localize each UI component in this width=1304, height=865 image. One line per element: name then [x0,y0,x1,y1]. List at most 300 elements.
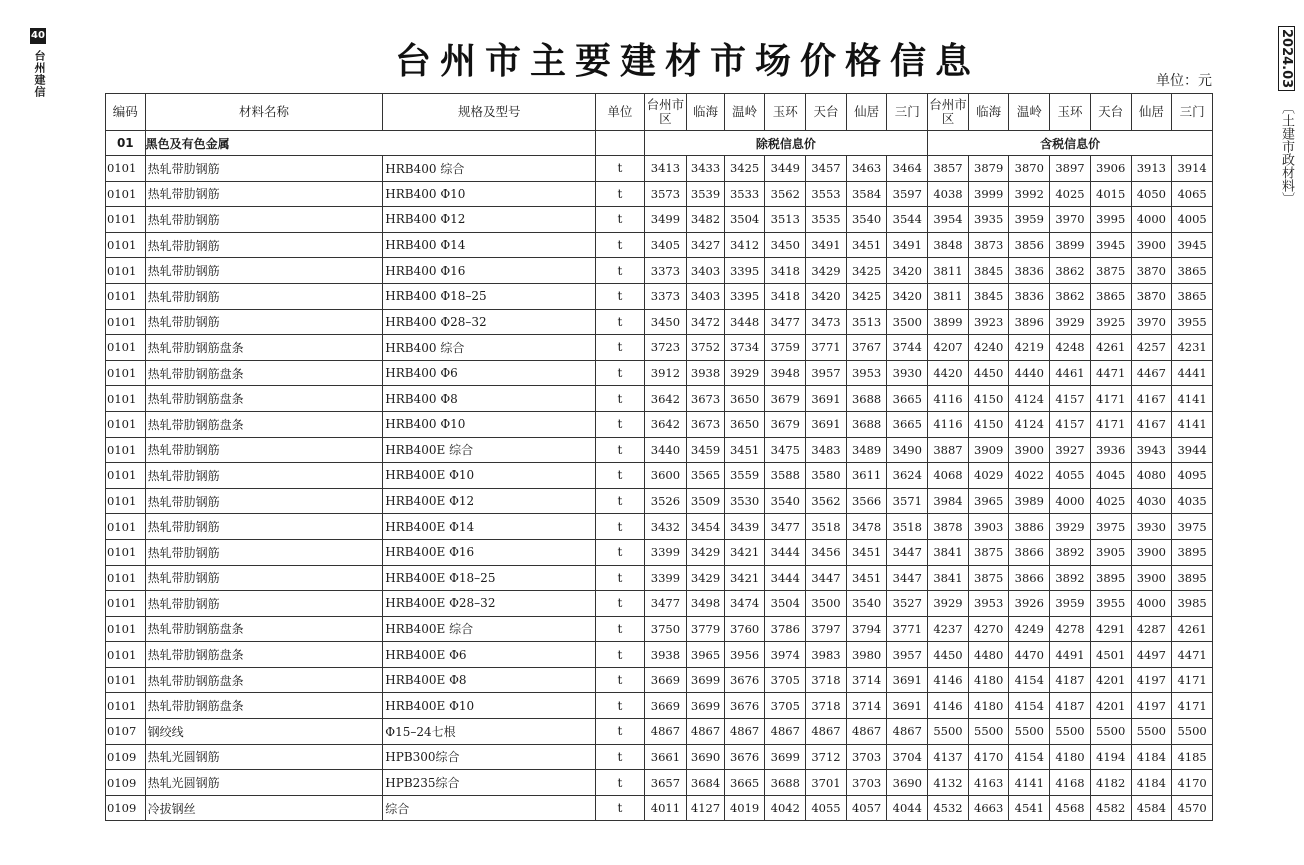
excl-tax-price: 3760 [724,616,765,642]
excl-tax-price: 3712 [806,744,847,770]
incl-tax-price: 3886 [1009,514,1050,540]
incl-tax-price: 4000 [1050,488,1091,514]
row-unit: t [596,411,644,437]
table-row [106,642,1213,668]
table-row [106,744,1213,770]
excl-tax-price: 3518 [887,514,928,540]
row-code: 0101 [106,360,146,386]
row-spec: Φ15–24七根 [383,719,596,745]
incl-tax-price: 3870 [1131,258,1172,284]
incl-tax-price: 3845 [968,283,1009,309]
row-spec: 综合 [383,795,596,821]
excl-tax-price: 3403 [687,258,724,284]
incl-tax-price: 4240 [968,335,1009,361]
row-code: 0101 [106,591,146,617]
incl-tax-price: 3935 [968,207,1009,233]
excl-tax-price: 3566 [846,488,887,514]
excl-tax-price: 3395 [724,258,765,284]
incl-tax-price: 3875 [968,565,1009,591]
excl-tax-price: 3448 [724,309,765,335]
incl-tax-price: 4180 [968,693,1009,719]
excl-tax-price: 3983 [806,642,847,668]
incl-tax-price: 4038 [928,181,969,207]
row-material-name: 热轧光圆钢筋 [145,770,383,796]
incl-tax-price: 3913 [1131,156,1172,182]
incl-tax-price: 4050 [1131,181,1172,207]
incl-tax-price: 4124 [1009,411,1050,437]
excl-tax-price: 3413 [644,156,687,182]
excl-tax-price: 3513 [765,207,806,233]
excl-tax-price: 3451 [846,232,887,258]
excl-tax-price: 3734 [724,335,765,361]
excl-tax-price: 3750 [644,616,687,642]
incl-tax-price: 3992 [1009,181,1050,207]
incl-tax-price: 3900 [1131,565,1172,591]
excl-tax-price: 3744 [887,335,928,361]
row-unit: t [596,616,644,642]
header-region: 温岭 [724,94,765,131]
excl-tax-price: 3405 [644,232,687,258]
incl-tax-price: 5500 [1131,719,1172,745]
incl-tax-price: 4171 [1090,411,1131,437]
excl-tax-price: 3676 [724,693,765,719]
excl-tax-price: 4867 [724,719,765,745]
excl-tax-price: 3688 [846,411,887,437]
row-unit: t [596,386,644,412]
excl-tax-price: 3425 [846,258,887,284]
excl-tax-price: 3701 [806,770,847,796]
row-spec: HRB400E Φ16 [383,539,596,565]
row-spec: HRB400E Φ14 [383,514,596,540]
row-material-name: 热轧带肋钢筋 [145,258,383,284]
excl-tax-price: 3691 [806,386,847,412]
row-code: 0109 [106,744,146,770]
excl-tax-price: 4867 [806,719,847,745]
row-material-name: 钢绞线 [145,719,383,745]
excl-tax-price: 3650 [724,386,765,412]
excl-tax-price: 3679 [765,411,806,437]
incl-tax-price: 3865 [1090,283,1131,309]
excl-tax-price: 3440 [644,437,687,463]
incl-tax-price: 3975 [1172,514,1213,540]
row-unit: t [596,514,644,540]
row-code: 0101 [106,616,146,642]
page-number: 40 [30,28,46,44]
row-material-name: 热轧带肋钢筋盘条 [145,693,383,719]
row-code: 0101 [106,411,146,437]
incl-tax-price: 3892 [1050,539,1091,565]
excl-tax-price: 4019 [724,795,765,821]
header-region: 台州市区 [928,94,969,131]
excl-tax-price: 3571 [887,488,928,514]
excl-tax-price: 3559 [724,463,765,489]
excl-tax-price: 3432 [644,514,687,540]
incl-tax-price: 4584 [1131,795,1172,821]
incl-tax-price: 4257 [1131,335,1172,361]
header-region: 台州市区 [644,94,687,131]
incl-tax-price: 4146 [928,693,969,719]
row-unit: t [596,719,644,745]
excl-tax-price: 3429 [687,565,724,591]
row-code: 0101 [106,258,146,284]
incl-tax-price: 4497 [1131,642,1172,668]
row-code: 0101 [106,642,146,668]
excl-tax-price: 3473 [806,309,847,335]
excl-tax-price: 3657 [644,770,687,796]
excl-tax-price: 3786 [765,616,806,642]
incl-tax-price: 4467 [1131,360,1172,386]
incl-tax-price: 4491 [1050,642,1091,668]
incl-tax-label: 含税信息价 [928,131,1213,156]
incl-tax-price: 3866 [1009,565,1050,591]
excl-tax-price: 3472 [687,309,724,335]
excl-tax-price: 3450 [765,232,806,258]
incl-tax-price: 3857 [928,156,969,182]
incl-tax-price: 3841 [928,539,969,565]
excl-tax-price: 3429 [806,258,847,284]
row-unit: t [596,360,644,386]
excl-tax-price: 3540 [846,207,887,233]
excl-tax-price: 4011 [644,795,687,821]
row-unit: t [596,693,644,719]
incl-tax-price: 4287 [1131,616,1172,642]
row-spec: HRB400E 综合 [383,437,596,463]
incl-tax-price: 4168 [1050,770,1091,796]
incl-tax-price: 3985 [1172,591,1213,617]
incl-tax-price: 5500 [1172,719,1213,745]
excl-tax-price: 3974 [765,642,806,668]
incl-tax-price: 3900 [1131,232,1172,258]
row-material-name: 热轧带肋钢筋 [145,539,383,565]
excl-tax-price: 3771 [806,335,847,361]
incl-tax-price: 4184 [1131,744,1172,770]
row-material-name: 热轧带肋钢筋 [145,156,383,182]
excl-tax-price: 4044 [887,795,928,821]
excl-tax-price: 3705 [765,693,806,719]
row-spec: HRB400 综合 [383,156,596,182]
incl-tax-price: 3878 [928,514,969,540]
header-region: 天台 [1090,94,1131,131]
incl-tax-price: 4022 [1009,463,1050,489]
excl-tax-price: 3499 [644,207,687,233]
incl-tax-price: 4154 [1009,667,1050,693]
incl-tax-price: 4470 [1009,642,1050,668]
incl-tax-price: 3836 [1009,283,1050,309]
row-material-name: 热轧带肋钢筋 [145,181,383,207]
excl-tax-price: 3477 [765,309,806,335]
incl-tax-price: 3959 [1050,591,1091,617]
incl-tax-price: 4154 [1009,693,1050,719]
row-code: 0101 [106,181,146,207]
excl-tax-price: 3535 [806,207,847,233]
incl-tax-price: 3845 [968,258,1009,284]
incl-tax-price: 3836 [1009,258,1050,284]
excl-tax-price: 3699 [687,667,724,693]
incl-tax-price: 3955 [1172,309,1213,335]
excl-tax-price: 3527 [887,591,928,617]
row-spec: HRB400 Φ6 [383,360,596,386]
excl-tax-price: 3482 [687,207,724,233]
incl-tax-price: 4270 [968,616,1009,642]
row-unit: t [596,642,644,668]
incl-tax-price: 4080 [1131,463,1172,489]
excl-tax-price: 3573 [644,181,687,207]
row-spec: HRB400 综合 [383,335,596,361]
excl-tax-price: 3704 [887,744,928,770]
excl-tax-price: 3688 [765,770,806,796]
incl-tax-price: 4116 [928,411,969,437]
excl-tax-price: 3718 [806,693,847,719]
incl-tax-price: 4201 [1090,693,1131,719]
row-spec: HRB400 Φ28–32 [383,309,596,335]
table-row [106,514,1213,540]
incl-tax-price: 3841 [928,565,969,591]
row-unit: t [596,181,644,207]
excl-tax-price: 4867 [887,719,928,745]
row-material-name: 热轧带肋钢筋 [145,232,383,258]
excl-tax-price: 3767 [846,335,887,361]
incl-tax-price: 4182 [1090,770,1131,796]
excl-tax-price: 3688 [846,386,887,412]
excl-tax-price: 4127 [687,795,724,821]
incl-tax-price: 3862 [1050,283,1091,309]
incl-tax-price: 3896 [1009,309,1050,335]
incl-tax-price: 3895 [1172,565,1213,591]
excl-tax-price: 3912 [644,360,687,386]
excl-tax-price: 3600 [644,463,687,489]
excl-tax-price: 3642 [644,411,687,437]
incl-tax-price: 4068 [928,463,969,489]
excl-tax-price: 3718 [806,667,847,693]
table-row [106,719,1213,745]
header-region: 三门 [887,94,928,131]
incl-tax-price: 3970 [1131,309,1172,335]
excl-tax-price: 3690 [687,744,724,770]
excl-tax-price: 3373 [644,258,687,284]
excl-tax-price: 3509 [687,488,724,514]
incl-tax-price: 4000 [1131,591,1172,617]
row-spec: HRB400E Φ12 [383,488,596,514]
excl-tax-price: 3425 [846,283,887,309]
excl-tax-price: 3673 [687,411,724,437]
incl-tax-price: 4248 [1050,335,1091,361]
excl-tax-price: 3665 [887,411,928,437]
excl-tax-price: 3691 [887,693,928,719]
excl-tax-price: 3444 [765,565,806,591]
incl-tax-price: 3870 [1131,283,1172,309]
header-unit: 单位 [596,94,644,131]
table-row [106,616,1213,642]
incl-tax-price: 3929 [928,591,969,617]
incl-tax-price: 3975 [1090,514,1131,540]
incl-tax-price: 4180 [968,667,1009,693]
incl-tax-price: 4231 [1172,335,1213,361]
incl-tax-price: 4141 [1009,770,1050,796]
excl-tax-price: 3938 [687,360,724,386]
row-material-name: 热轧带肋钢筋盘条 [145,335,383,361]
category-code: 01 [106,131,146,156]
excl-tax-price: 3938 [644,642,687,668]
excl-tax-price: 3953 [846,360,887,386]
excl-tax-price: 3948 [765,360,806,386]
row-unit: t [596,156,644,182]
incl-tax-price: 4055 [1050,463,1091,489]
header-spec: 规格及型号 [383,94,596,131]
excl-tax-price: 3403 [687,283,724,309]
excl-tax-price: 3980 [846,642,887,668]
excl-tax-price: 3418 [765,283,806,309]
excl-tax-price: 3518 [806,514,847,540]
incl-tax-price: 4035 [1172,488,1213,514]
excl-tax-price: 3703 [846,744,887,770]
row-unit: t [596,795,644,821]
table-row [106,386,1213,412]
excl-tax-price: 3684 [687,770,724,796]
incl-tax-price: 3811 [928,283,969,309]
incl-tax-price: 3936 [1090,437,1131,463]
row-spec: HRB400 Φ8 [383,386,596,412]
incl-tax-price: 4146 [928,667,969,693]
excl-tax-price: 3539 [687,181,724,207]
excl-tax-price: 3714 [846,667,887,693]
incl-tax-price: 3899 [1050,232,1091,258]
excl-tax-price: 3526 [644,488,687,514]
excl-tax-price: 3459 [687,437,724,463]
excl-tax-price: 3427 [687,232,724,258]
excl-tax-price: 3611 [846,463,887,489]
excl-tax-price: 3475 [765,437,806,463]
incl-tax-price: 3945 [1090,232,1131,258]
excl-tax-price: 3957 [887,642,928,668]
table-row [106,437,1213,463]
incl-tax-price: 4185 [1172,744,1213,770]
excl-tax-price: 3447 [806,565,847,591]
incl-tax-price: 3866 [1009,539,1050,565]
incl-tax-price: 4249 [1009,616,1050,642]
excl-tax-price: 3691 [806,411,847,437]
table-row [106,335,1213,361]
row-unit: t [596,770,644,796]
incl-tax-price: 4132 [928,770,969,796]
incl-tax-price: 4150 [968,386,1009,412]
row-code: 0101 [106,667,146,693]
row-unit: t [596,488,644,514]
incl-tax-price: 4167 [1131,386,1172,412]
incl-tax-price: 4237 [928,616,969,642]
incl-tax-price: 4124 [1009,386,1050,412]
incl-tax-price: 4450 [928,642,969,668]
row-code: 0101 [106,207,146,233]
incl-tax-price: 4095 [1172,463,1213,489]
incl-tax-price: 3892 [1050,565,1091,591]
issue-date: 2024.03 [1278,26,1295,91]
incl-tax-price: 4154 [1009,744,1050,770]
row-spec: HRB400 Φ16 [383,258,596,284]
category-name: 黑色及有色金属 [145,131,596,156]
incl-tax-price: 4171 [1090,386,1131,412]
excl-tax-price: 3439 [724,514,765,540]
unit-note: 单位：元 [1156,73,1212,89]
header-code: 编码 [106,94,146,131]
row-unit: t [596,591,644,617]
row-code: 0101 [106,539,146,565]
excl-tax-price: 3956 [724,642,765,668]
incl-tax-price: 4197 [1131,667,1172,693]
excl-tax-price: 3451 [724,437,765,463]
excl-tax-price: 3533 [724,181,765,207]
row-unit: t [596,744,644,770]
row-material-name: 热轧带肋钢筋 [145,463,383,489]
incl-tax-price: 4261 [1090,335,1131,361]
incl-tax-price: 3906 [1090,156,1131,182]
incl-tax-price: 4197 [1131,693,1172,719]
excl-tax-price: 3705 [765,667,806,693]
excl-tax-price: 3771 [887,616,928,642]
incl-tax-price: 3953 [968,591,1009,617]
header-region: 玉环 [765,94,806,131]
incl-tax-price: 4167 [1131,411,1172,437]
incl-tax-price: 4025 [1050,181,1091,207]
incl-tax-price: 3925 [1090,309,1131,335]
excl-tax-price: 3540 [846,591,887,617]
excl-tax-price: 3490 [887,437,928,463]
incl-tax-price: 3848 [928,232,969,258]
excl-tax-price: 3562 [765,181,806,207]
excl-tax-price: 3665 [887,386,928,412]
magazine-name: 台州建信 [33,50,46,98]
incl-tax-price: 4187 [1050,667,1091,693]
incl-tax-price: 5500 [1050,719,1091,745]
table-row [106,309,1213,335]
row-spec: HRB400E Φ18–25 [383,565,596,591]
incl-tax-price: 4570 [1172,795,1213,821]
incl-tax-price: 4137 [928,744,969,770]
excl-tax-price: 3504 [765,591,806,617]
incl-tax-price: 4005 [1172,207,1213,233]
row-code: 0107 [106,719,146,745]
excl-tax-price: 3449 [765,156,806,182]
incl-tax-price: 3900 [1009,437,1050,463]
row-material-name: 热轧带肋钢筋盘条 [145,386,383,412]
incl-tax-price: 4163 [968,770,1009,796]
excl-tax-price: 3447 [887,539,928,565]
excl-tax-price: 3530 [724,488,765,514]
excl-tax-price: 4867 [765,719,806,745]
row-code: 0101 [106,565,146,591]
excl-tax-price: 3797 [806,616,847,642]
table-row [106,181,1213,207]
row-code: 0101 [106,437,146,463]
incl-tax-price: 4461 [1050,360,1091,386]
table-row [106,488,1213,514]
excl-tax-price: 3444 [765,539,806,565]
incl-tax-price: 3965 [968,488,1009,514]
row-code: 0101 [106,309,146,335]
excl-tax-price: 3420 [887,258,928,284]
excl-tax-price: 3562 [806,488,847,514]
row-spec: HRB400E Φ10 [383,693,596,719]
incl-tax-price: 3970 [1050,207,1091,233]
row-material-name: 热轧带肋钢筋 [145,283,383,309]
excl-tax-price: 3597 [887,181,928,207]
incl-tax-price: 3865 [1172,283,1213,309]
header-region: 三门 [1172,94,1213,131]
excl-tax-price: 3421 [724,539,765,565]
excl-tax-price: 3691 [887,667,928,693]
excl-tax-price: 3373 [644,283,687,309]
excl-tax-price: 3418 [765,258,806,284]
incl-tax-price: 3895 [1172,539,1213,565]
